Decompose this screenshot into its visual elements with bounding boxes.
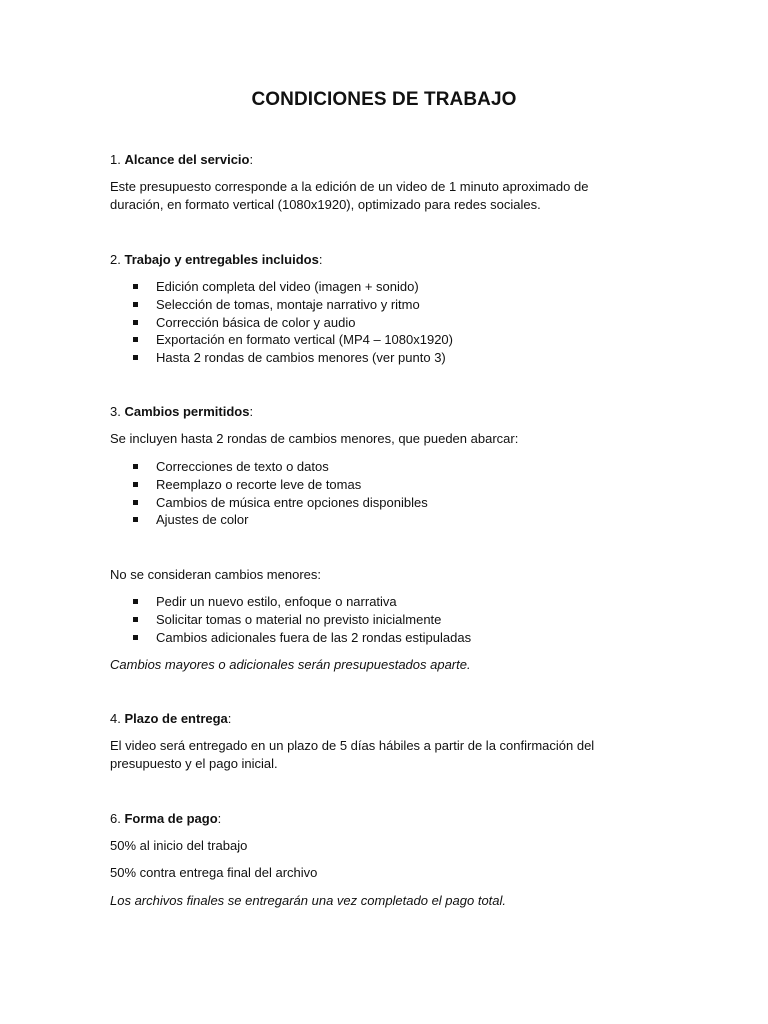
list-item-text: Ajustes de color — [156, 512, 249, 528]
payment-line-1: 50% al inicio del trabajo — [110, 838, 248, 853]
list-item — [110, 314, 630, 332]
section-number: 6. — [110, 811, 121, 826]
bullet-square-icon — [133, 302, 138, 307]
list-item-text: Reemplazo o recorte leve de tomas — [156, 476, 362, 492]
section-4-heading — [110, 710, 630, 728]
section-3-note: Cambios mayores o adicionales serán presupuestados aparte. — [110, 657, 471, 672]
list-item — [110, 629, 630, 647]
list-item — [110, 278, 630, 296]
section-1-heading — [110, 151, 630, 169]
bullet-square-icon — [133, 482, 138, 487]
heading-colon: : — [217, 811, 222, 826]
bullet-square-icon — [133, 284, 138, 289]
list-item-text: Exportación en formato vertical (MP4 – 1080x1920) — [156, 332, 453, 348]
list-item-text: Correcciones de texto o datos — [156, 459, 329, 474]
not-minor-intro: No se consideran cambios menores: — [110, 567, 321, 582]
list-item-text: Cambios adicionales fuera de las 2 rondas estipuladas — [156, 629, 472, 645]
heading-colon: : — [249, 152, 254, 167]
section-heading-text: Forma de pago — [124, 811, 218, 826]
list-item-text: Cambios de música entre opciones disponibles — [156, 494, 428, 510]
section-6-heading — [110, 810, 630, 828]
bullet-square-icon — [133, 337, 138, 342]
section-number: 3. — [110, 404, 121, 419]
paragraph-line: Este presupuesto corresponde a la edición de un video de 1 minuto aproximado de — [110, 179, 589, 194]
list-item-text: Corrección básica de color y audio — [156, 314, 356, 330]
list-item-text: Solicitar tomas o material no previsto inicialmente — [156, 611, 442, 627]
bullet-square-icon — [133, 599, 138, 604]
bullet-square-icon — [133, 500, 138, 505]
section-heading-text: Plazo de entrega — [124, 711, 228, 726]
list-item — [110, 511, 630, 529]
list-item-text: Selección de tomas, montaje narrativo y ritmo — [156, 296, 420, 312]
list-item — [110, 331, 630, 349]
paragraph-line: El video será entregado en un plazo de 5 días hábiles a partir de la confirmación del — [110, 738, 595, 753]
section-number: 1. — [110, 152, 121, 167]
section-1-paragraph — [110, 178, 630, 214]
list-item — [110, 476, 630, 494]
section-number: 2. — [110, 252, 121, 267]
section-heading-text: Cambios permitidos — [124, 404, 250, 419]
not-minor-list — [110, 593, 630, 646]
section-3-heading — [110, 403, 630, 421]
heading-colon: : — [227, 711, 232, 726]
list-item — [110, 611, 630, 629]
list-item — [110, 296, 630, 314]
bullet-square-icon — [133, 635, 138, 640]
list-item — [110, 494, 630, 512]
heading-colon: : — [318, 252, 323, 267]
section-number: 4. — [110, 711, 121, 726]
list-item-text: Hasta 2 rondas de cambios menores (ver punto 3) — [156, 350, 446, 366]
document-title: CONDICIONES DE TRABAJO — [251, 89, 517, 110]
section-heading-text: Alcance del servicio — [124, 152, 250, 167]
section-4-paragraph — [110, 737, 630, 773]
list-item-text: Pedir un nuevo estilo, enfoque o narrativa — [156, 594, 397, 609]
section-6-note: Los archivos finales se entregarán una vez completado el pago total. — [110, 893, 507, 908]
section-2-list — [110, 278, 630, 367]
bullet-square-icon — [133, 617, 138, 622]
list-item — [110, 593, 630, 611]
bullet-square-icon — [133, 320, 138, 325]
section-heading-text: Trabajo y entregables incluidos — [124, 252, 319, 267]
list-item-text: Edición completa del video (imagen + sonido) — [156, 279, 419, 294]
section-2-heading — [110, 251, 630, 269]
bullet-square-icon — [133, 464, 138, 469]
paragraph-line: presupuesto y el pago inicial. — [110, 756, 278, 771]
section-3-intro: Se incluyen hasta 2 rondas de cambios menores, que pueden abarcar: — [110, 431, 519, 446]
payment-line-2: 50% contra entrega final del archivo — [110, 865, 318, 880]
bullet-square-icon — [133, 355, 138, 360]
section-3-list — [110, 458, 630, 529]
list-item — [110, 458, 630, 476]
bullet-square-icon — [133, 517, 138, 522]
paragraph-line: duración, en formato vertical (1080x1920), optimizado para redes sociales. — [110, 197, 541, 212]
list-item — [110, 349, 630, 367]
heading-colon: : — [249, 404, 254, 419]
